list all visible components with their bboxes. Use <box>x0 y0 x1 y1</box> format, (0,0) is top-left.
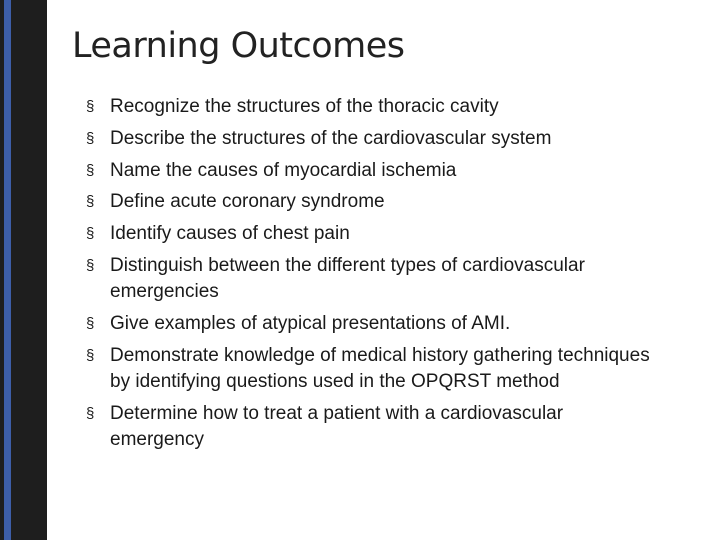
outcome-text: Define acute coronary syndrome <box>110 191 385 213</box>
outcome-item <box>86 401 686 454</box>
outcome-item <box>86 94 686 120</box>
learning-outcomes-list <box>86 94 686 459</box>
sidebar-accent-stripe <box>4 0 11 540</box>
square-bullet-icon: § <box>86 161 95 179</box>
outcome-item <box>86 343 686 396</box>
outcome-text: Describe the structures of the cardiovascular system <box>110 127 552 149</box>
outcome-text: Distinguish between the different types of cardiovascular emergencies <box>110 254 585 303</box>
square-bullet-icon: § <box>86 315 95 333</box>
square-bullet-icon: § <box>86 129 95 147</box>
outcome-text: Name the causes of myocardial ischemia <box>110 159 457 181</box>
outcome-item <box>86 311 686 337</box>
square-bullet-icon: § <box>86 346 95 364</box>
square-bullet-icon: § <box>86 256 95 274</box>
outcome-text: Identify causes of chest pain <box>110 223 350 245</box>
square-bullet-icon: § <box>86 193 95 211</box>
outcome-text: Demonstrate knowledge of medical history gathering techniques by identifying questions used in the OPQRST method <box>110 344 650 393</box>
outcome-text: Recognize the structures of the thoracic cavity <box>110 96 499 117</box>
square-bullet-icon: § <box>86 225 95 243</box>
outcome-item <box>86 158 686 184</box>
outcome-item <box>86 189 686 215</box>
outcome-item <box>86 126 686 152</box>
outcome-item <box>86 253 686 306</box>
slide-title: Learning Outcomes <box>72 26 405 66</box>
outcome-text: Determine how to treat a patient with a cardiovascular emergency <box>110 402 564 451</box>
square-bullet-icon: § <box>86 98 95 115</box>
outcome-item <box>86 221 686 247</box>
square-bullet-icon: § <box>86 404 95 422</box>
outcome-text: Give examples of atypical presentations of AMI. <box>110 313 511 335</box>
